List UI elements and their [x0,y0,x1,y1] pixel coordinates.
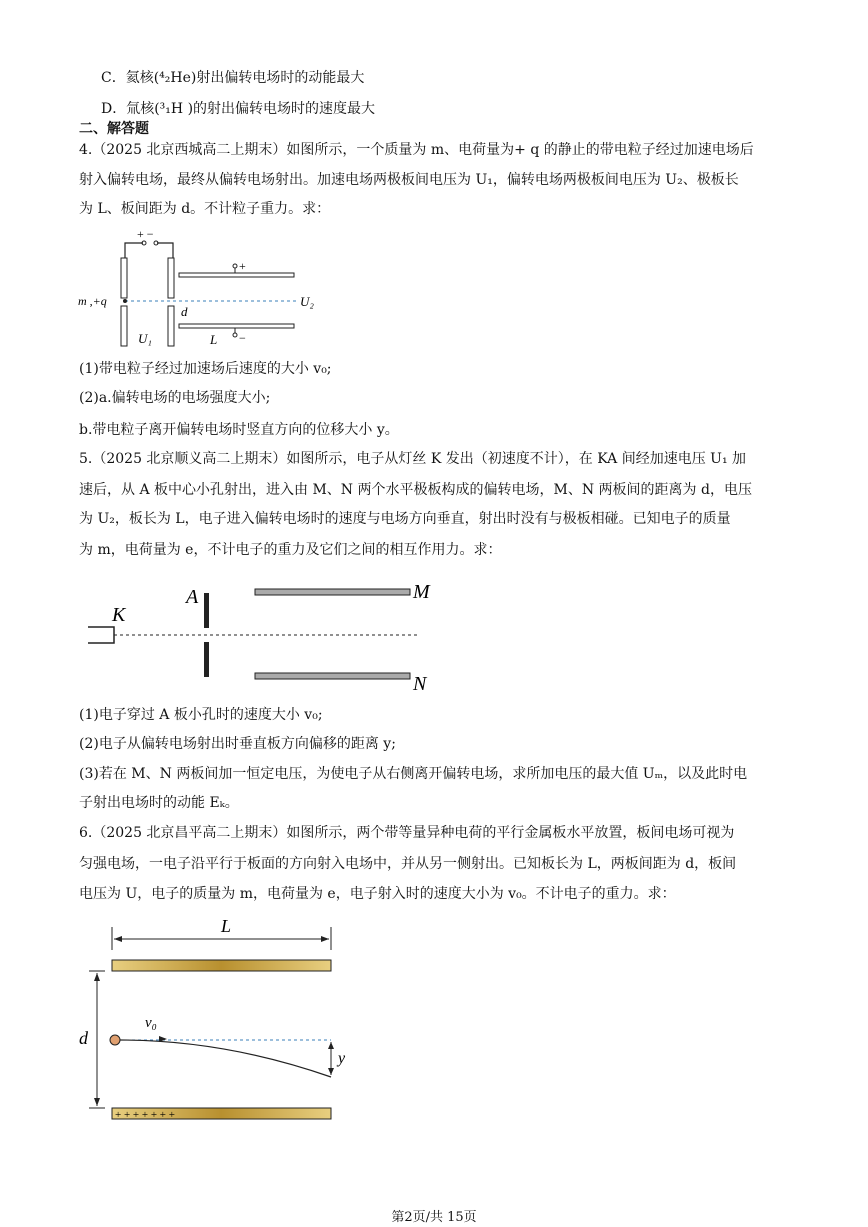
plus-label: + [239,259,246,273]
offset-label: y [338,1050,346,1067]
q5-part-2: (2)电子从偏转电场射出时垂直板方向偏移的距离 y; [79,736,396,752]
d-label: d [181,304,188,319]
q5-line-2: 速后，从 A 板中心小孔射出，进入由 M、N 两个水平极板构成的偏转电场，M、N 两板间的距离为 d，电压 [79,482,752,498]
q5-part-3-cont: 子射出电场时的动能 Eₖ。 [79,795,239,811]
k-label: K [112,604,126,626]
mass-charge-label: m ,+q [78,294,107,308]
q5-line-4: 为 m，电荷量为 e，不计电子的重力及它们之间的相互作用力。求： [79,542,502,558]
page-footer: 第2页/共 15页 [391,1210,477,1225]
q5-part-3: (3)若在 M、N 两板间加一恒定电压，为使电子从右侧离开偏转电场，求所加电压的最大值 Uₘ，以及此时电 [79,766,748,782]
q4-part-1: (1)带电粒子经过加速场后速度的大小 v₀; [79,361,332,377]
option-d: D．氚核(³₁H )的射出偏转电场时的速度最大 [101,101,376,117]
q5-line-3: 为 U₂，板长为 L，电子进入偏转电场时的速度与电场方向垂直，射出时没有与极板相碰。已知电子的质量 [79,511,731,527]
q5-part-1: (1)电子穿过 A 板小孔时的速度大小 v₀; [79,707,323,723]
a-label: A [186,586,199,608]
q6-line-2: 匀强电场，一电子沿平行于板面的方向射入电场中，并从另一侧射出。已知板长为 L，两板间距为 d，板间 [79,856,737,872]
minus-label: − [239,331,246,345]
q5-figure [80,575,450,700]
q4-line-2: 射入偏转电场，最终从偏转电场射出。加速电场两极板间电压为 U₁，偏转电场两极板间电压为 U₂、极板长 [79,172,739,188]
gap-label: d [79,1028,88,1048]
u2-label: U₂ [300,294,314,309]
q4-part-2b: b.带电粒子离开偏转电场时竖直方向的位移大小 y。 [79,422,399,438]
velocity-label: v₀ [145,1015,157,1031]
n-label: N [413,673,427,695]
q4-line-1: 4.（2025 北京西城高二上期末）如图所示，一个质量为 m、电荷量为+ q 的静止的带电粒子经过加速电场后 [79,142,754,158]
l-label: L [210,332,218,347]
battery-sign-label: + − [137,228,154,241]
q6-line-1: 6.（2025 北京昌平高二上期末）如图所示，两个带等量异种电荷的平行金属板水平放置，板间电场可视为 [79,825,735,841]
u1-label: U₁ [138,331,152,346]
section-heading: 二、解答题 [79,121,149,137]
q6-line-3: 电压为 U，电子的质量为 m，电荷量为 e，电子射入时的速度大小为 v₀。不计电子的重力。求： [79,886,676,902]
q4-figure [75,228,335,353]
q4-part-2a: (2)a.偏转电场的电场强度大小; [79,390,271,406]
plus-signs: + + + + + + + [115,1109,175,1121]
q5-line-1: 5.（2025 北京顺义高二上期末）如图所示，电子从灯丝 K 发出（初速度不计），在 KA 间经加速电压 U₁ 加 [79,451,747,467]
length-label: L [221,916,232,936]
option-c: C．氦核(⁴₂He)射出偏转电场时的动能最大 [101,70,365,86]
q4-line-3: 为 L、板间距为 d。不计粒子重力。求： [79,201,331,217]
q6-figure [75,915,365,1125]
m-label: M [413,581,430,603]
